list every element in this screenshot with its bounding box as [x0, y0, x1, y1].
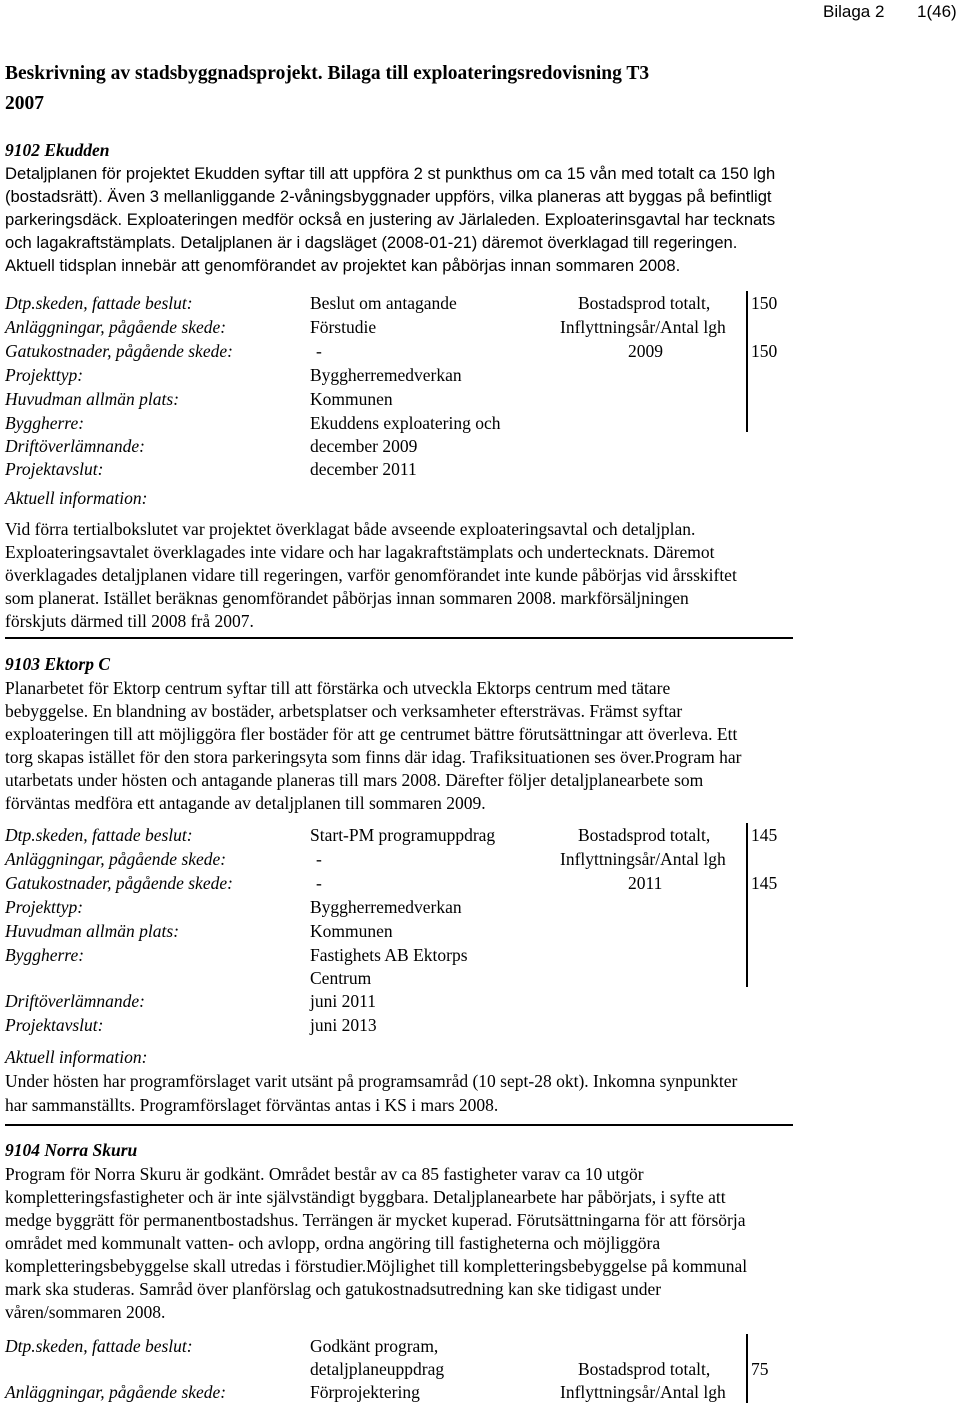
field-value: Centrum: [310, 968, 372, 988]
info-label: Aktuell information:: [5, 1047, 148, 1067]
bostad-total-label: Bostadsprod totalt,: [578, 1359, 711, 1379]
bostad-total-value: 145: [751, 825, 778, 845]
document-title-line-1: Beskrivning av stadsbyggnadsprojekt. Bilaga till exploateringsredovisning T3: [5, 63, 650, 84]
bostad-total-label: Bostadsprod totalt,: [578, 293, 711, 313]
description-line: mark ska studeras. Samråd över planförslag och gatukostnadsutredning kan ske tidigast under: [5, 1279, 662, 1299]
field-value: Beslut om antagande: [310, 293, 457, 313]
document-title-line-2: 2007: [5, 93, 44, 114]
table-divider: [746, 1334, 748, 1403]
description-line: och lagakraftstämplats. Detaljplanen är i dagsläget (2008-01-21) däremot överklagad till regeringen.: [5, 233, 738, 252]
field-value: Förprojektering: [310, 1382, 420, 1402]
field-label: Huvudman allmän plats:: [5, 921, 180, 941]
section-divider: [5, 637, 793, 639]
description-line: kompletteringsfastigheter och är inte självständigt byggbara. Detaljplanearbete har påbörjats, i syfte att: [5, 1187, 726, 1207]
field-value: juni 2013: [310, 1015, 377, 1035]
info-line: Under hösten har programförslaget varit utsänt på programsamråd (10 sept-28 okt). Inkomna synpunkter: [5, 1071, 738, 1091]
field-value: december 2009: [310, 436, 418, 456]
appendix-label: Bilaga 2: [823, 2, 885, 21]
bostad-total-label: Bostadsprod totalt,: [578, 825, 711, 845]
field-label: Driftöverlämnande:: [5, 436, 145, 456]
field-value: december 2011: [310, 459, 417, 479]
description-line: kompletteringsbebyggelse skall utredas i förstudier.Möjlighet till kompletteringsbebyggelse på kommunal: [5, 1256, 748, 1276]
field-label: Byggherre:: [5, 945, 85, 965]
description-line: våren/sommaren 2008.: [5, 1302, 166, 1322]
project-heading: 9103 Ektorp C: [5, 654, 111, 674]
field-value: Fastighets AB Ektorps: [310, 945, 468, 965]
field-label: Huvudman allmän plats:: [5, 389, 180, 409]
bostad-year-count-label: Inflyttningsår/Antal lgh: [560, 1382, 726, 1402]
description-line: Detaljplanen för projektet Ekudden syftar till att uppföra 2 st punkthus om ca 15 vån med totalt ca 150 lgh: [5, 164, 776, 183]
table-divider: [746, 291, 748, 432]
section-divider: [5, 1124, 793, 1126]
bostad-year: 2011: [628, 873, 663, 893]
field-value: -: [316, 341, 322, 361]
info-line: förskjuts därmed till 2008 frå 2007.: [5, 611, 254, 631]
project-heading: 9102 Ekudden: [5, 140, 110, 160]
description-line: medge byggrätt för permanentbostadshus. Terrängen är mycket kuperad. Förutsättningarna för att försörja: [5, 1210, 746, 1230]
bostad-total-value: 150: [751, 293, 778, 313]
bostad-count-value: 145: [751, 873, 778, 893]
field-value: juni 2011: [310, 991, 376, 1011]
field-value: -: [316, 849, 322, 869]
description-line: Planarbetet för Ektorp centrum syftar till att förstärka och utveckla Ektorps centrum med tätare: [5, 678, 671, 698]
description-line: (bostadsrätt). Även 3 mellanliggande 2-våningsbyggnader uppförs, vilka planeras att byggas på befintligt: [5, 187, 772, 206]
description-line: torg skapas istället för den stora parkeringsyta som finns där idag. Trafiksituationen ses över.Program har: [5, 747, 742, 767]
project-heading: 9104 Norra Skuru: [5, 1140, 138, 1160]
field-value: Byggherremedverkan: [310, 897, 462, 917]
field-label: Projektavslut:: [5, 459, 104, 479]
field-label: Anläggningar, pågående skede:: [5, 317, 227, 337]
field-value: Godkänt program,: [310, 1336, 439, 1356]
table-divider: [746, 823, 748, 987]
field-label: Driftöverlämnande:: [5, 991, 145, 1011]
field-label: Projekttyp:: [5, 897, 84, 917]
field-label: Byggherre:: [5, 413, 85, 433]
description-line: utarbetats under hösten och antagande planeras till mars 2008. Därefter följer detaljplanearbete som: [5, 770, 704, 790]
info-line: som planerat. Istället beräknas genomförandet påbörjas innan sommaren 2008. markförsäljningen: [5, 588, 689, 608]
field-value: detaljplaneuppdrag: [310, 1359, 445, 1379]
field-label: Dtp.skeden, fattade beslut:: [5, 293, 193, 313]
bostad-year: 2009: [628, 341, 663, 361]
info-line: har sammanställts. Programförslaget förväntas antas i KS i mars 2008.: [5, 1095, 499, 1115]
field-label: Projekttyp:: [5, 365, 84, 385]
field-value: Ekuddens exploatering och: [310, 413, 501, 433]
description-line: området med kommunalt vatten- och avlopp, ordna angöring till fastigheterna och möjliggöra: [5, 1233, 661, 1253]
field-value: Byggherremedverkan: [310, 365, 462, 385]
info-line: Exploateringsavtalet överklagades inte vidare och har lagakraftstämplats och undertecknats. Däremot: [5, 542, 715, 562]
field-label: Gatukostnader, pågående skede:: [5, 341, 233, 361]
field-value: Förstudie: [310, 317, 377, 337]
field-label: Projektavslut:: [5, 1015, 104, 1035]
field-label: Gatukostnader, pågående skede:: [5, 873, 233, 893]
field-label: Dtp.skeden, fattade beslut:: [5, 1336, 193, 1356]
description-line: Program för Norra Skuru är godkänt. Området består av ca 85 fastigheter varav ca 10 utgör: [5, 1164, 644, 1184]
field-value: Start-PM programuppdrag: [310, 825, 496, 845]
info-line: Vid förra tertialbokslutet var projektet överklagat både avseende exploateringsavtal och detaljplan.: [5, 519, 696, 539]
field-label: Anläggningar, pågående skede:: [5, 1382, 227, 1402]
field-label: Anläggningar, pågående skede:: [5, 849, 227, 869]
bostad-count-value: 150: [751, 341, 778, 361]
field-label: Dtp.skeden, fattade beslut:: [5, 825, 193, 845]
page-number: 1(46): [917, 2, 957, 21]
description-line: Aktuell tidsplan innebär att genomförandet av projektet kan påbörjas innan sommaren 2008.: [5, 256, 681, 275]
bostad-year-count-label: Inflyttningsår/Antal lgh: [560, 849, 726, 869]
info-line: överklagades detaljplanen vidare till regeringen, varför genomförandet inte kunde påbörjas vid årsskiftet: [5, 565, 737, 585]
description-line: parkeringsdäck. Exploateringen medför också en justering av Järlaleden. Exploaterinsgavtal har tecknats: [5, 210, 776, 229]
description-line: förväntas medföra ett antagande av detaljplanen till sommaren 2009.: [5, 793, 486, 813]
description-line: exploateringen till att möjliggöra fler bostäder för att ge centrumet bättre förutsättningar att överleva. Ett: [5, 724, 738, 744]
bostad-total-value: 75: [751, 1359, 769, 1379]
field-value: Kommunen: [310, 389, 393, 409]
description-line: bebyggelse. En blandning av bostäder, arbetsplatser och verksamheter eftersträvas. Främst syftar: [5, 701, 683, 721]
field-value: Kommunen: [310, 921, 393, 941]
field-value: -: [316, 873, 322, 893]
bostad-year-count-label: Inflyttningsår/Antal lgh: [560, 317, 726, 337]
info-label: Aktuell information:: [5, 488, 148, 508]
